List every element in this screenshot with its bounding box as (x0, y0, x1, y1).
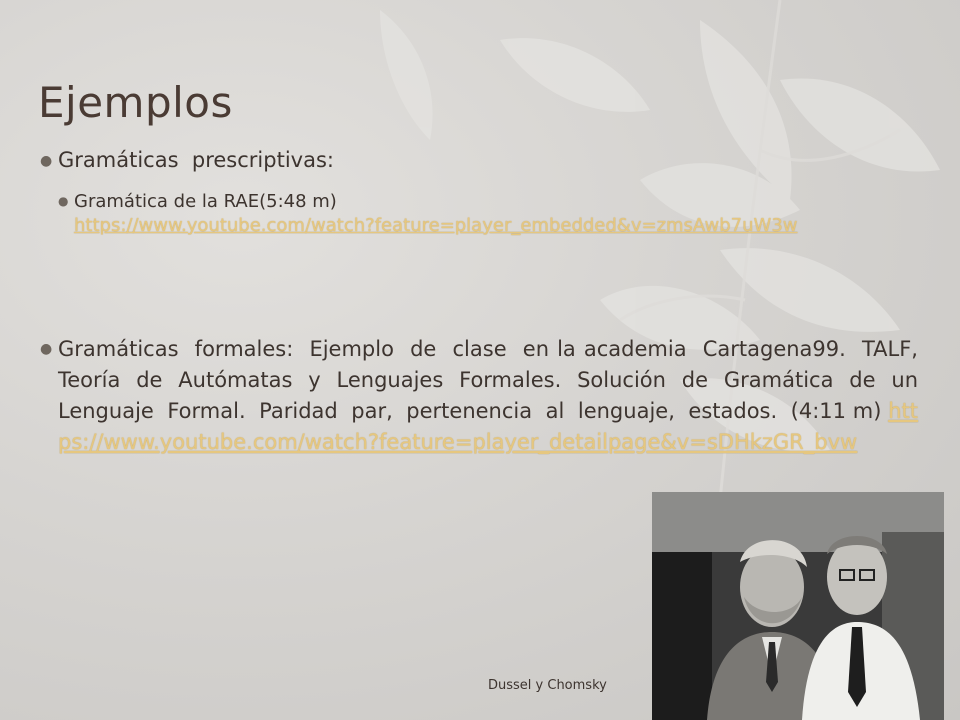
bullet-formal-text: Gramáticas formales: Ejemplo de clase en la academia Cartagena99. TALF, Teoría de Autómatas y Lenguajes Formales. Solución de Gramática de un Lenguaje Formal. Paridad par, pertenencia al lenguaje, estados. (4:11 m) (58, 337, 932, 423)
formal-video-link[interactable]: https://www.youtube.com/watch?feature=player_detailpage&v=sDHkzGR_bvw (58, 399, 918, 454)
bullet-prescriptive-text: Gramáticas prescriptivas: (58, 148, 334, 172)
sub-bullet-rae-text: Gramática de la RAE(5:48 m) (74, 191, 337, 212)
bullet-formal (40, 333, 932, 458)
bullet-dot-icon: ● (58, 194, 69, 208)
sub-bullet-rae (58, 189, 926, 238)
bullet-prescriptive (40, 146, 920, 175)
photo-caption: Dussel y Chomsky (488, 678, 607, 693)
rae-video-link[interactable]: https://www.youtube.com/watch?feature=player_embedded&v=zmsAwb7uW3w (74, 215, 798, 236)
bullet-dot-icon: ● (40, 153, 53, 169)
slide-title: Ejemplos (38, 78, 233, 127)
photo-two-men (652, 492, 944, 720)
bullet-dot-icon: ● (40, 341, 53, 357)
